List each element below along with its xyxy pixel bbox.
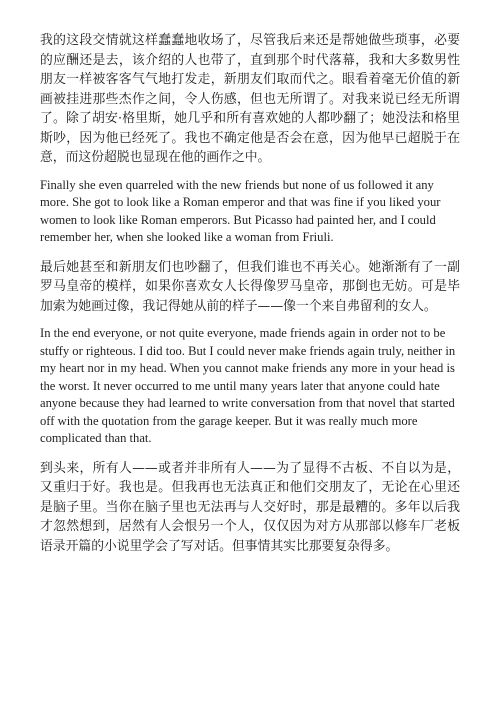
chinese-paragraph-2: 最后她甚至和新朋友们也吵翻了，但我们谁也不再关心。她渐渐有了一副罗马皇帝的模样，如果你喜欢女人长得像罗马皇帝，那倒也无妨。可是毕加索为她画过像，我记得她从前的样子——像一个来自弗留利的女人。 <box>40 259 460 314</box>
document-page <box>40 31 460 565</box>
chinese-paragraph-3: 到头来，所有人——或者并非所有人——为了显得不古板、不自以为是，又重归于好。我也是。但我再也无法真正和他们交朋友了，无论在心里还是脑子里。当你在脑子里也无法再与人交好时，那是最糟的。多年以后我才忽然想到，居然有人会恨另一个人，仅仅因为对方从那部以修车厂老板语录开篇的小说里学会了写对话。但事情其实比那要复杂得多。 <box>40 460 460 554</box>
chinese-paragraph-1: 我的这段交情就这样蠢蠢地收场了，尽管我后来还是帮她做些琐事，必要的应酬还是去，该介绍的人也带了，直到那个时代落幕，我和大多数男性朋友一样被客客气气地打发走，新朋友们取而代之。眼看着毫无价值的新画被挂进那些杰作之间，令人伤感，但也无所谓了。对我来说已经无所谓了。除了胡安·格里斯，她几乎和所有喜欢她的人都吵翻了；她没法和格里斯吵，因为他已经死了。我也不确定他是否会在意，因为他早已超脱于在意，而这份超脱也显现在他的画作之中。 <box>40 33 460 165</box>
english-paragraph-2: In the end everyone, or not quite everyone, made friends again in order not to be stuffy or righteous. I did too. But I could never make friends again truly, neither in my heart nor in my head. When you cannot make friends any more in your head is the worst. It never occurred to me until many years later that anyone could hate anyone because they had learned to write conversation from that novel that started off with the quotation from the garage keeper. But it was really much more complicated than that. <box>40 326 456 445</box>
english-paragraph-1: Finally she even quarreled with the new friends but none of us followed it any more. She got to look like a Roman emperor and that was fine if you liked your women to look like Roman emperors. But Picasso had painted her, and I could remember her, when she looked like a woman from Friuli. <box>40 177 441 244</box>
